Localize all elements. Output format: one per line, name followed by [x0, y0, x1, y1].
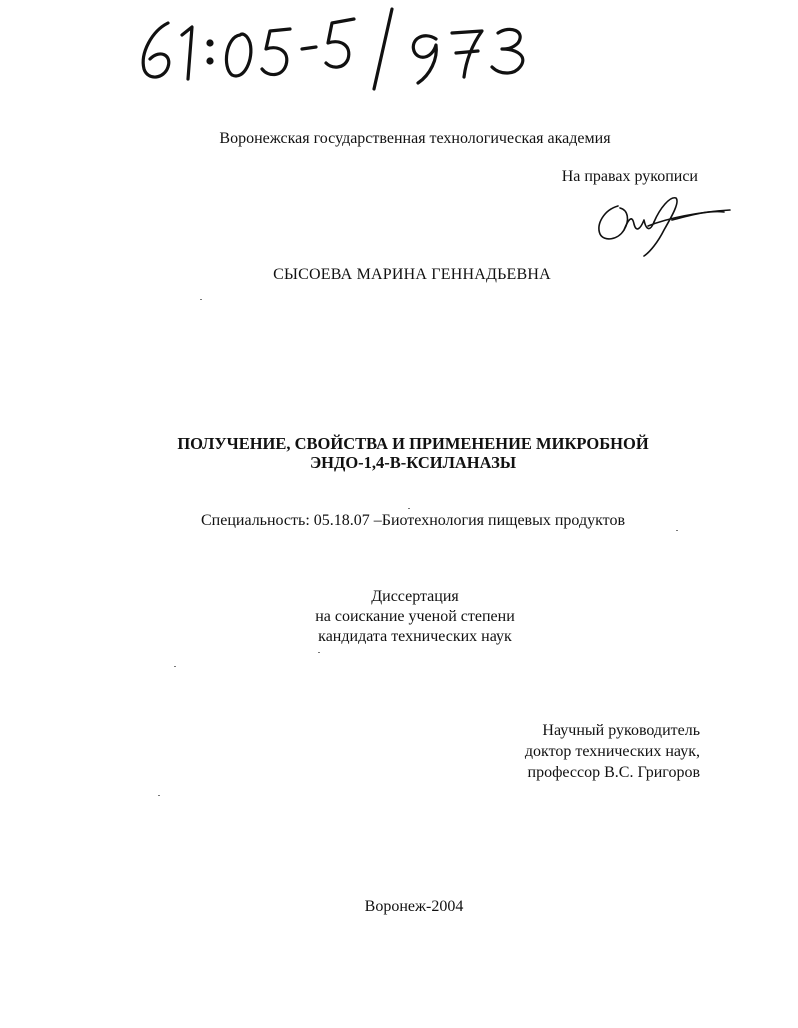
supervisor-line-1: Научный руководитель — [542, 722, 700, 739]
supervisor-line-3: профессор В.С. Григоров — [527, 764, 700, 781]
degree-line-2: на соискание ученой степени — [315, 608, 515, 625]
city-and-year: Воронеж-2004 — [364, 898, 464, 915]
degree-line-3: кандидата технических наук — [318, 628, 512, 645]
signature-mark — [588, 190, 738, 260]
supervisor-block — [525, 720, 700, 783]
degree-line-1: Диссертация — [371, 588, 459, 605]
scan-speck — [200, 299, 202, 300]
degree-block — [0, 587, 798, 647]
supervisor-line-2: доктор технических наук, — [524, 743, 700, 760]
scan-speck — [408, 508, 410, 509]
title-line-2: ЭНДО-1,4-В-КСИЛАНАЗЫ — [309, 453, 517, 472]
scan-speck — [174, 666, 176, 667]
manuscript-rights-note: На правах рукописи — [561, 168, 698, 185]
scan-speck — [318, 652, 320, 653]
title-line-1: ПОЛУЧЕНИЕ, СВОЙСТВА И ПРИМЕНЕНИЕ МИКРОБНОЙ — [177, 434, 649, 453]
dissertation-title — [0, 434, 798, 472]
author-name: СЫСОЕВА МАРИНА ГЕННАДЬЕВНА — [273, 266, 551, 283]
handwritten-catalog-number — [130, 5, 550, 95]
institution-name: Воронежская государственная технологическая академия — [219, 130, 611, 147]
scan-speck — [158, 795, 160, 796]
scan-speck — [676, 530, 678, 531]
specialty-line: Специальность: 05.18.07 –Биотехнология пищевых продуктов — [200, 512, 625, 529]
